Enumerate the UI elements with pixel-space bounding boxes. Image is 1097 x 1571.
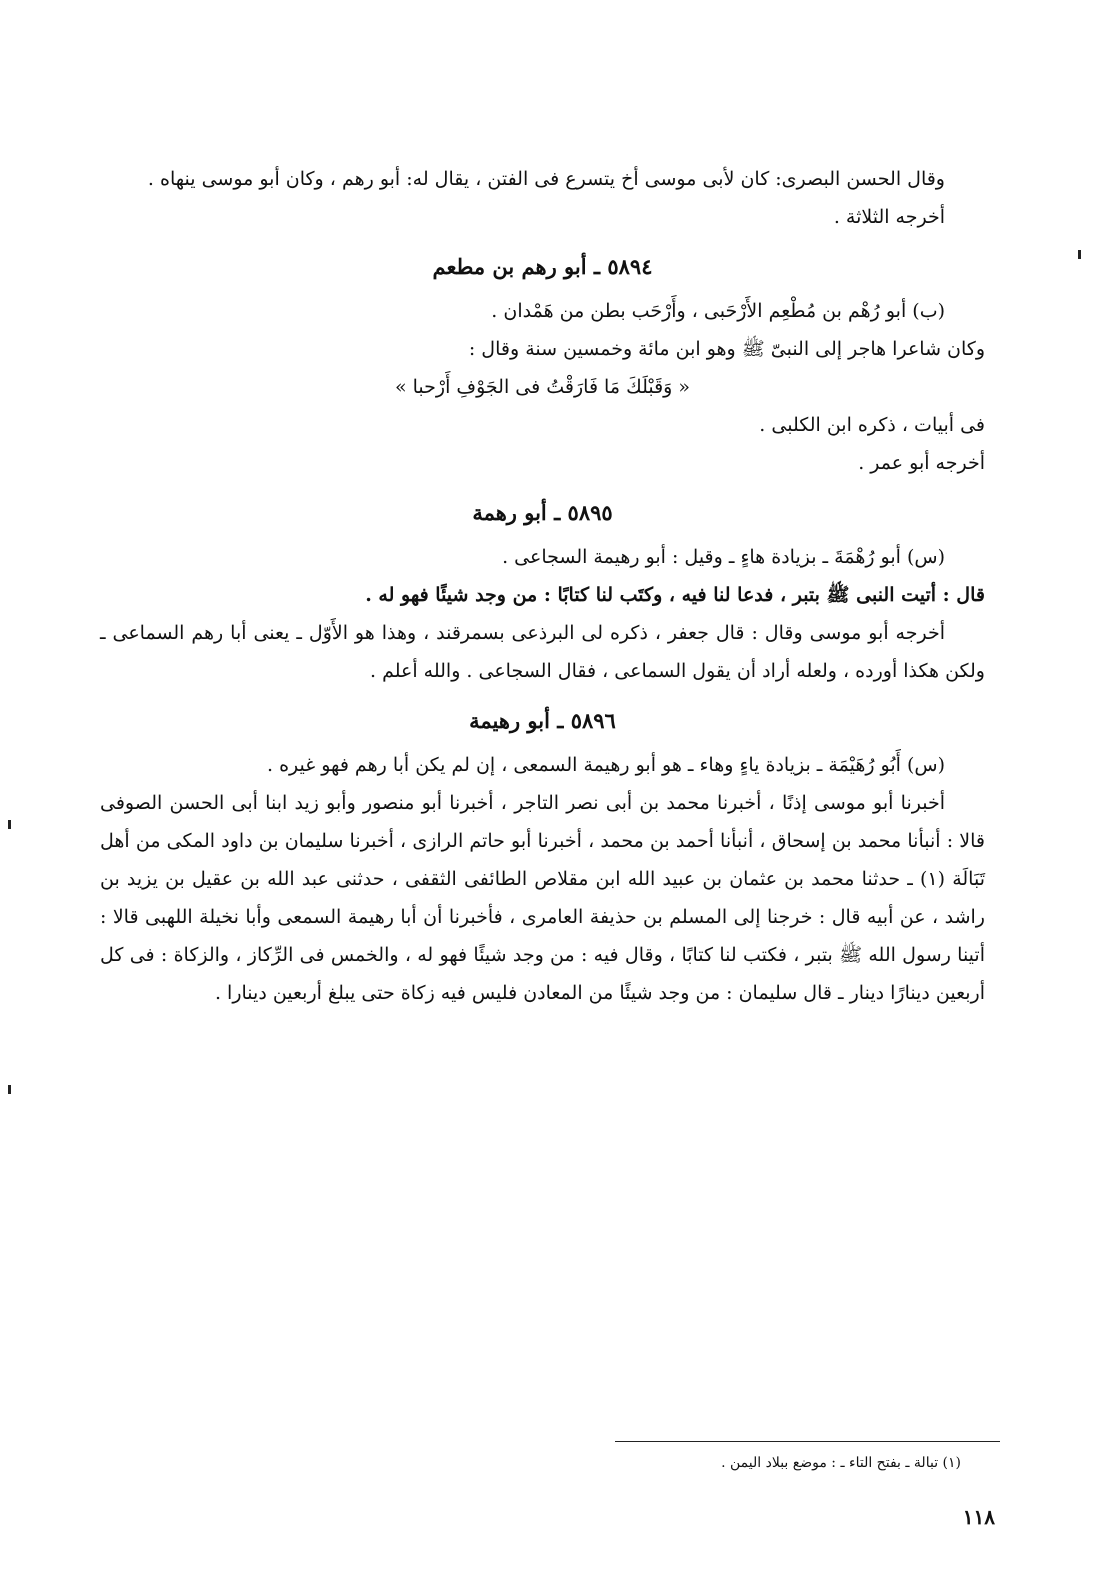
- page-number: ١١٨: [962, 1505, 995, 1529]
- entry-5896-line-1: (س) أَبُو رُهَيْمَة ـ بزيادة ياءٍ وهاء ـ هو أبو رهيمة السمعى ، إن لم يكن أبا رهم فهو غيره .: [267, 754, 945, 776]
- entry-5894-after-2: أخرجه أبو عمر .: [858, 452, 985, 474]
- entry-5895-line-1: (س) أبو رُهْمَةَ ـ بزيادة هاءٍ ـ وقيل : أبو رهيمة السجاعى .: [502, 546, 945, 568]
- entry-5894-line-2: وكان شاعرا هاجر إلى النبىّ ﷺ وهو ابن مائة وخمسين سنة وقال :: [468, 338, 985, 360]
- entry-5894-line-1: (ب) أبو رُهْم بن مُطْعِم الأَرْحَبى ، وأَرْحَب بطن من هَمْدان .: [491, 300, 945, 322]
- entry-heading-5895: ٥٨٩٥ ـ أبو رهمة: [472, 500, 613, 525]
- entry-5895-line-2: قال : أتيت النبى ﷺ بتبر ، فدعا لنا فيه ، وكتَب لنا كتابًا : من وجد شيئًا فهو له .: [365, 584, 985, 606]
- source-line: أخرجه الثلاثة .: [833, 206, 945, 228]
- scan-speck: [8, 1085, 11, 1094]
- entry-heading-5896: ٥٨٩٦ ـ أبو رهيمة: [469, 708, 616, 733]
- entry-5894-after-1: فى أبيات ، ذكره ابن الكلبى .: [759, 414, 985, 436]
- entry-heading-5894: ٥٨٩٤ ـ أبو رهم بن مطعم: [432, 254, 653, 279]
- scan-speck: [1078, 250, 1081, 259]
- entry-5894-verse: « وَقَبْلَكَ مَا فَارَقْتُ فى الجَوْفِ أَرْحبا »: [394, 376, 691, 398]
- entry-5895-line-3: أخرجه أبو موسى وقال : قال جعفر ، ذكره لى البرذعى بسمرقند ، وهذا هو الأَوّل ـ يعنى أبا رهم السماعى ـ ولكن هكذا أورده ، ولعله أراد أن يقول السماعى ، فقال السجاعى . والله أعلم .: [100, 622, 985, 682]
- scan-speck: [8, 820, 11, 829]
- footnote-separator: [615, 1441, 1000, 1442]
- main-text: [100, 160, 985, 1012]
- opening-paragraph: وقال الحسن البصرى: كان لأبى موسى أخ يتسرع فى الفتن ، يقال له: أبو رهم ، وكان أبو موسى ينهاه .: [147, 168, 945, 190]
- footnote: (١) تبالة ـ بفتح التاء ـ : موضع ببلاد اليمن .: [721, 1455, 961, 1471]
- entry-5896-line-2: أخبرنا أبو موسى إذنًا ، أخبرنا محمد بن أبى نصر التاجر ، أخبرنا أبو منصور وأبو زيد ابنا أبى الحسن الصوفى قالا : أنبأنا محمد بن إسحاق ، أنبأنا أحمد بن محمد ، أخبرنا أبو حاتم الرازى ، أخبرنا سليمان بن داود المكى من أهل تَبَالَة (١) ـ حدثنا محمد بن عثمان بن عبيد الله ابن مقلاص الطائفى الثقفى ، حدثنى عبد الله بن عقيل بن يزيد بن راشد ، عن أبيه قال : خرجنا إلى المسلم بن حذيفة العامرى ، فأخبرنا أن أبا رهيمة السمعى وأبا نخيلة اللهبى قالا : أتينا رسول الله ﷺ بتبر ، فكتب لنا كتابًا ، وقال فيه : من وجد شيئًا فهو له ، والخمس فى الرِّكاز ، والزكاة : فى كل أربعين دينارًا دينار ـ قال سليمان : من وجد شيئًا من المعادن فليس فيه زكاة حتى يبلغ أربعين دينارا .: [100, 792, 985, 1004]
